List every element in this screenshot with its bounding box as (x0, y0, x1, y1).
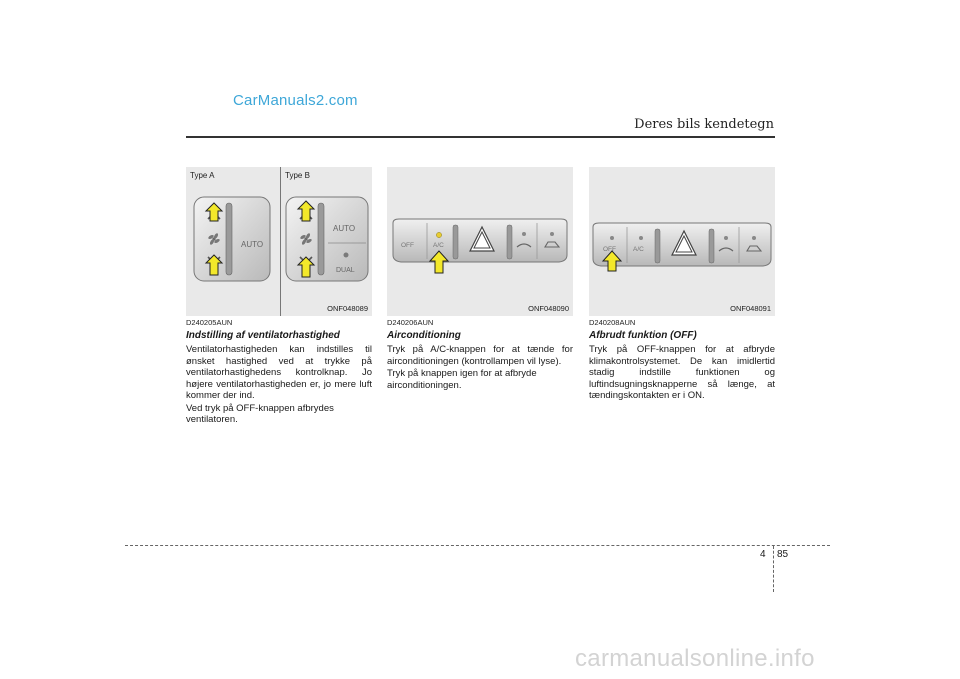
ac-label: A/C (433, 242, 444, 249)
indicator-led (344, 253, 349, 258)
page-number: 85 (777, 549, 789, 560)
paragraph: Tryk på knappen igen for at afbryde airconditioningen. (387, 368, 537, 391)
auto-label-b: AUTO (333, 224, 356, 233)
type-a-panel (194, 197, 270, 281)
paragraph: Tryk på OFF-knappen for at afbryde klimakontrolsystemet. De kan imidlertid stadig indstille funktionen og luftindsugningsknapperne så længe, at tændingskontakten er i ON. (589, 344, 775, 401)
reference-code: D240206AUN (387, 318, 434, 327)
section-title: Deres bils kendetegn (634, 117, 774, 132)
figure-divider (280, 167, 281, 316)
paragraph: Ved tryk på OFF-knappen afbrydes ventilatoren. (186, 402, 334, 425)
figure-code: ONF048089 (327, 304, 368, 313)
watermark-top[interactable]: CarManuals2.com (233, 92, 358, 109)
indicator-led (724, 236, 728, 240)
figure-fan-speed (186, 167, 372, 316)
figure-code: ONF048091 (730, 304, 771, 313)
indicator-led (522, 232, 526, 236)
reference-code: D240208AUN (589, 318, 636, 327)
subheading: Indstilling af ventilatorhastighed (186, 329, 340, 341)
column-air-conditioning (387, 317, 573, 392)
figure-code: ONF048090 (528, 304, 569, 313)
paragraph: Tryk på A/C-knappen for at tænde for airconditioningen (kontrollampen vil lyse). (387, 344, 573, 367)
type-a-label: Type A (190, 171, 215, 180)
footer-rule (125, 545, 830, 546)
figure-off (589, 167, 775, 316)
indicator-led (550, 232, 554, 236)
off-panel-illustration (589, 167, 775, 316)
reference-code: D240205AUN (186, 318, 233, 327)
dual-label: DUAL (336, 267, 355, 274)
header-rule (186, 136, 775, 138)
figure-ac (387, 167, 573, 316)
column-off-function (589, 317, 775, 403)
subheading: Airconditioning (387, 329, 461, 341)
ac-indicator-led (436, 232, 441, 237)
off-label: OFF (401, 242, 414, 249)
column-fan-speed (186, 317, 372, 427)
footer-divider (773, 546, 774, 592)
watermark-bottom[interactable]: carmanualsonline.info (575, 645, 815, 672)
auto-label: AUTO (241, 240, 264, 249)
off-label: OFF (603, 246, 616, 253)
type-b-panel (286, 197, 368, 281)
subheading: Afbrudt funktion (OFF) (589, 329, 697, 341)
fan-control-illustration (186, 167, 372, 316)
indicator-led (752, 236, 756, 240)
indicator-led (639, 236, 643, 240)
indicator-led (610, 236, 614, 240)
paragraph: Ventilatorhastigheden kan indstilles til ønsket hastighed ved at trykke på ventilatorhastighedens kontrolknap. Jo højere ventilatorhastigheden er, jo mere luft kommer der ind. (186, 344, 372, 401)
chapter-number: 4 (760, 549, 766, 560)
ac-panel-illustration (387, 167, 573, 316)
type-b-label: Type B (285, 171, 310, 180)
ac-label: A/C (633, 246, 644, 253)
